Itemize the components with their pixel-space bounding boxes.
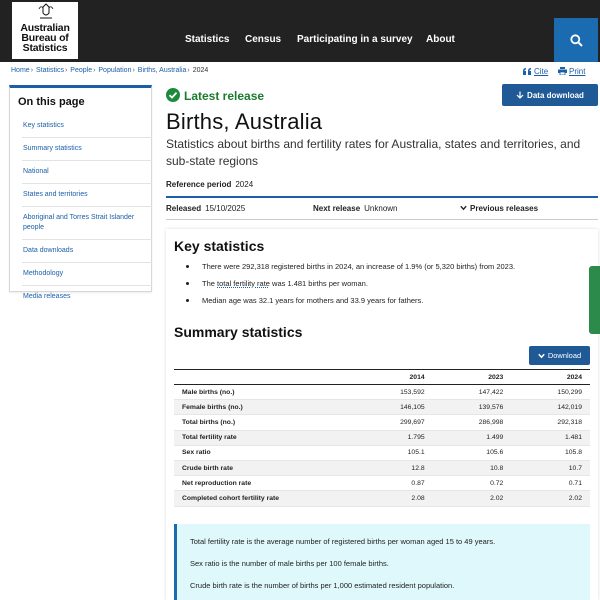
summary-statistics-table xyxy=(174,369,590,507)
list-item: The total fertility rate was 1.481 births per woman. xyxy=(186,279,515,288)
breadcrumb-people[interactable]: People xyxy=(70,67,93,74)
cite-link[interactable]: Cite xyxy=(523,67,548,76)
sidenav-item-key-statistics[interactable]: Key statistics xyxy=(22,115,152,138)
breadcrumb: Home› Statistics› People› Population› Births, Australia› 2024 xyxy=(11,67,209,74)
coat-of-arms-icon xyxy=(36,3,56,21)
data-download-button[interactable]: Data download xyxy=(502,84,598,106)
abs-logo[interactable] xyxy=(10,0,80,61)
total-fertility-rate-tooltip[interactable]: total fertility rate xyxy=(217,279,270,288)
breadcrumb-home[interactable]: Home xyxy=(11,67,30,74)
reference-period: Reference period 2024 xyxy=(166,180,254,189)
breadcrumb-current: 2024 xyxy=(192,67,209,74)
nav-participating[interactable]: Participating in a survey xyxy=(297,34,413,45)
previous-releases-toggle[interactable]: Previous releases xyxy=(460,204,542,213)
sidenav-item-summary-statistics[interactable]: Summary statistics xyxy=(22,138,152,161)
sidenav-item-methodology[interactable]: Methodology xyxy=(22,263,152,286)
divider xyxy=(166,196,598,198)
chevron-down-icon xyxy=(538,353,545,359)
nav-census[interactable]: Census xyxy=(245,34,282,45)
sidenav-item-media-releases[interactable]: Media releases xyxy=(23,293,71,300)
on-this-page-nav xyxy=(9,85,152,300)
logo-text: Australian Bureau of Statistics xyxy=(20,22,70,54)
list-item: Median age was 32.1 years for mothers and 33.9 years for fathers. xyxy=(186,296,515,305)
breadcrumb-population[interactable]: Population xyxy=(98,67,132,74)
breadcrumb-statistics[interactable]: Statistics xyxy=(35,67,64,74)
key-statistics-heading: Key statistics xyxy=(174,238,265,254)
search-icon xyxy=(570,34,583,47)
download-button[interactable]: Download xyxy=(529,346,590,365)
latest-release-badge: Latest release xyxy=(166,88,264,103)
arrow-down-icon xyxy=(516,91,524,99)
site-header xyxy=(0,0,600,62)
divider xyxy=(166,219,598,220)
table-header-row xyxy=(174,370,590,385)
page-subtitle: Statistics about births and fertility rates for Australia, states and territories, and sub-state regions xyxy=(166,137,581,168)
sidenav-item-national[interactable]: National xyxy=(22,161,152,184)
on-this-page-heading: On this page xyxy=(18,96,85,108)
note-text: Crude birth rate is the number of births per 1,000 estimated resident population. xyxy=(190,581,455,590)
column-header xyxy=(174,370,354,385)
released-date: Released 15/10/2025 xyxy=(166,204,246,213)
check-circle-icon xyxy=(166,88,180,102)
table-row: Net reproduction rate 0.87 0.72 0.71 xyxy=(174,476,590,491)
page-title: Births, Australia xyxy=(166,109,323,134)
column-header: 2023 xyxy=(433,370,512,385)
table-row: Crude birth rate 12.8 10.8 10.7 xyxy=(174,460,590,475)
column-header: 2014 xyxy=(354,370,433,385)
table-row: Total fertility rate 1.795 1.499 1.481 xyxy=(174,430,590,445)
nav-statistics[interactable]: Statistics xyxy=(185,34,230,45)
chevron-down-icon xyxy=(460,205,467,211)
column-header: 2024 xyxy=(511,370,590,385)
table-row: Female births (no.) 146,105 139,576 142,019 xyxy=(174,400,590,415)
definitions-note xyxy=(174,524,590,600)
note-text: Sex ratio is the number of male births per 100 female births. xyxy=(190,559,389,568)
summary-statistics-heading: Summary statistics xyxy=(174,324,303,340)
table-row: Total births (no.) 299,697 286,998 292,318 xyxy=(174,415,590,430)
nav-about[interactable]: About xyxy=(426,34,455,45)
key-statistics-list xyxy=(186,262,515,313)
sidenav-item-states[interactable]: States and territories xyxy=(22,184,152,207)
feedback-tab[interactable]: Feedback xyxy=(589,266,600,334)
list-item: There were 292,318 registered births in 2024, an increase of 1.9% (or 5,320 births) from 2023. xyxy=(186,262,515,271)
breadcrumb-births[interactable]: Births, Australia xyxy=(137,67,187,74)
sidenav-item-aboriginal[interactable]: Aboriginal and Torres Strait Islander people xyxy=(22,207,152,240)
sidenav-item-data-downloads[interactable]: Data downloads xyxy=(22,240,152,263)
table-row: Sex ratio 105.1 105.6 105.8 xyxy=(174,445,590,460)
search-button[interactable] xyxy=(554,18,598,62)
table-row: Completed cohort fertility rate 2.08 2.02 2.02 xyxy=(174,491,590,506)
note-text: Total fertility rate is the average number of registered births per woman aged 15 to 49 years. xyxy=(190,537,496,546)
quote-icon xyxy=(523,68,532,75)
next-release: Next release Unknown xyxy=(313,204,398,213)
printer-icon xyxy=(558,67,567,75)
table-row: Male births (no.) 153,592 147,422 150,299 xyxy=(174,385,590,400)
print-link[interactable]: Print xyxy=(558,67,585,76)
